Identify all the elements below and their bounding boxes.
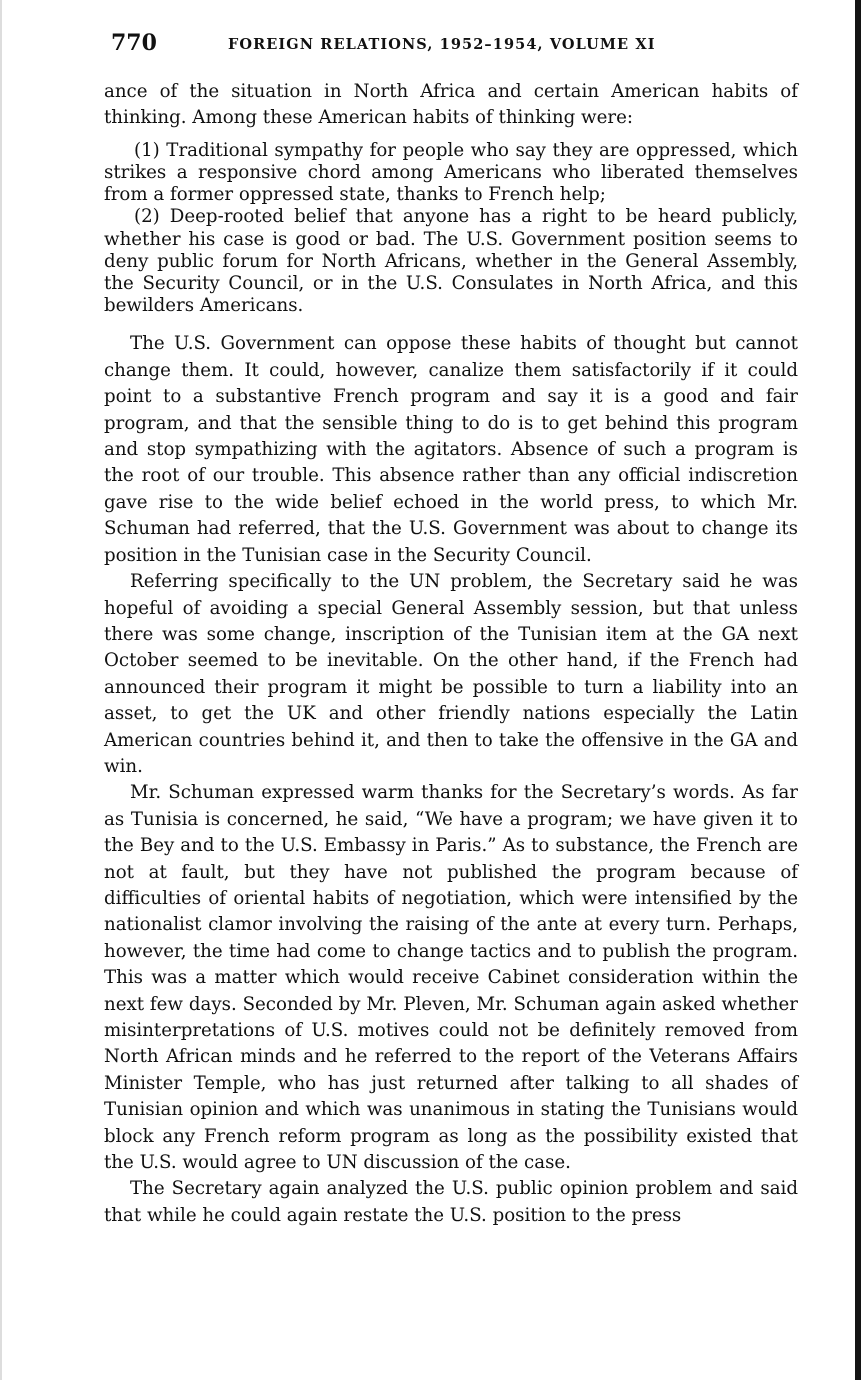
list-item-2: (2) Deep-rooted belief that anyone has a right to be heard publicly, whether his case is good or bad. The U.S. Government position seems to deny public forum for North Africans, whether in the General Assembly, the Security Council, or in the U.S. Consulates in North Africa, and this bewilders Americans.: [104, 206, 798, 317]
paragraph-continuation: ance of the situation in North Africa and certain American habits of thinking. Among these American habits of thinking were:: [104, 81, 798, 129]
quoted-list: [104, 140, 798, 318]
paragraph-secretary-again: The Secretary again analyzed the U.S. public opinion problem and said that while he could again restate the U.S. position to the press: [104, 1178, 798, 1226]
scan-left-edge: [0, 0, 2, 1380]
page-number: 770: [111, 30, 157, 56]
running-head: [111, 30, 801, 62]
scan-right-edge: [855, 0, 861, 1380]
body-text: [104, 79, 798, 1229]
paragraph-government-habits: The U.S. Government can oppose these habits of thought but cannot change them. It could, however, canalize them satisfactorily if it could point to a substantive French program and say it is a good and fair program, and that the sensible thing to do is to get behind this program and stop sympathizing with the agitators. Absence of such a program is the root of our trouble. This absence rather than any official indiscretion gave rise to the wide belief echoed in the world press, to which Mr. Schuman had referred, that the U.S. Government was about to change its position in the Tunisian case in the Security Council.: [104, 333, 798, 566]
paragraph-schuman-reply: Mr. Schuman expressed warm thanks for the Secretary’s words. As far as Tunisia is concerned, he said, “We have a program; we have given it to the Bey and to the U.S. Embassy in Paris.” As to substance, the French are not at fault, but they have not published the program because of difficulties of oriental habits of negotiation, which were intensified by the nationalist clamor involving the raising of the ante at every turn. Perhaps, however, the time had come to change tactics and to publish the program. This was a matter which would receive Cabinet consideration within the next few days. Seconded by Mr. Pleven, Mr. Schuman again asked whether misinterpretations of U.S. motives could not be definitely removed from North African minds and he referred to the report of the Veterans Affairs Minister Temple, who has just returned after talking to all shades of Tunisian opinion and which was unanimous in stating the Tunisians would block any French reform program as long as the possibility existed that the U.S. would agree to UN discussion of the case.: [104, 782, 798, 1174]
list-item-1: (1) Traditional sympathy for people who say they are oppressed, which strikes a responsive chord among Americans who liberated themselves from a former oppressed state, thanks to French help;: [104, 139, 798, 206]
paragraph-un-problem: Referring specifically to the UN problem, the Secretary said he was hopeful of avoiding a special General Assembly session, but that unless there was some change, inscription of the Tunisian item at the GA next October seemed to be inevitable. On the other hand, if the French had announced their program it might be possible to turn a liability into an asset, to get the UK and other friendly nations especially the Latin American countries behind it, and then to take the offensive in the GA and win.: [104, 571, 798, 777]
running-title: FOREIGN RELATIONS, 1952–1954, VOLUME XI: [228, 36, 656, 53]
